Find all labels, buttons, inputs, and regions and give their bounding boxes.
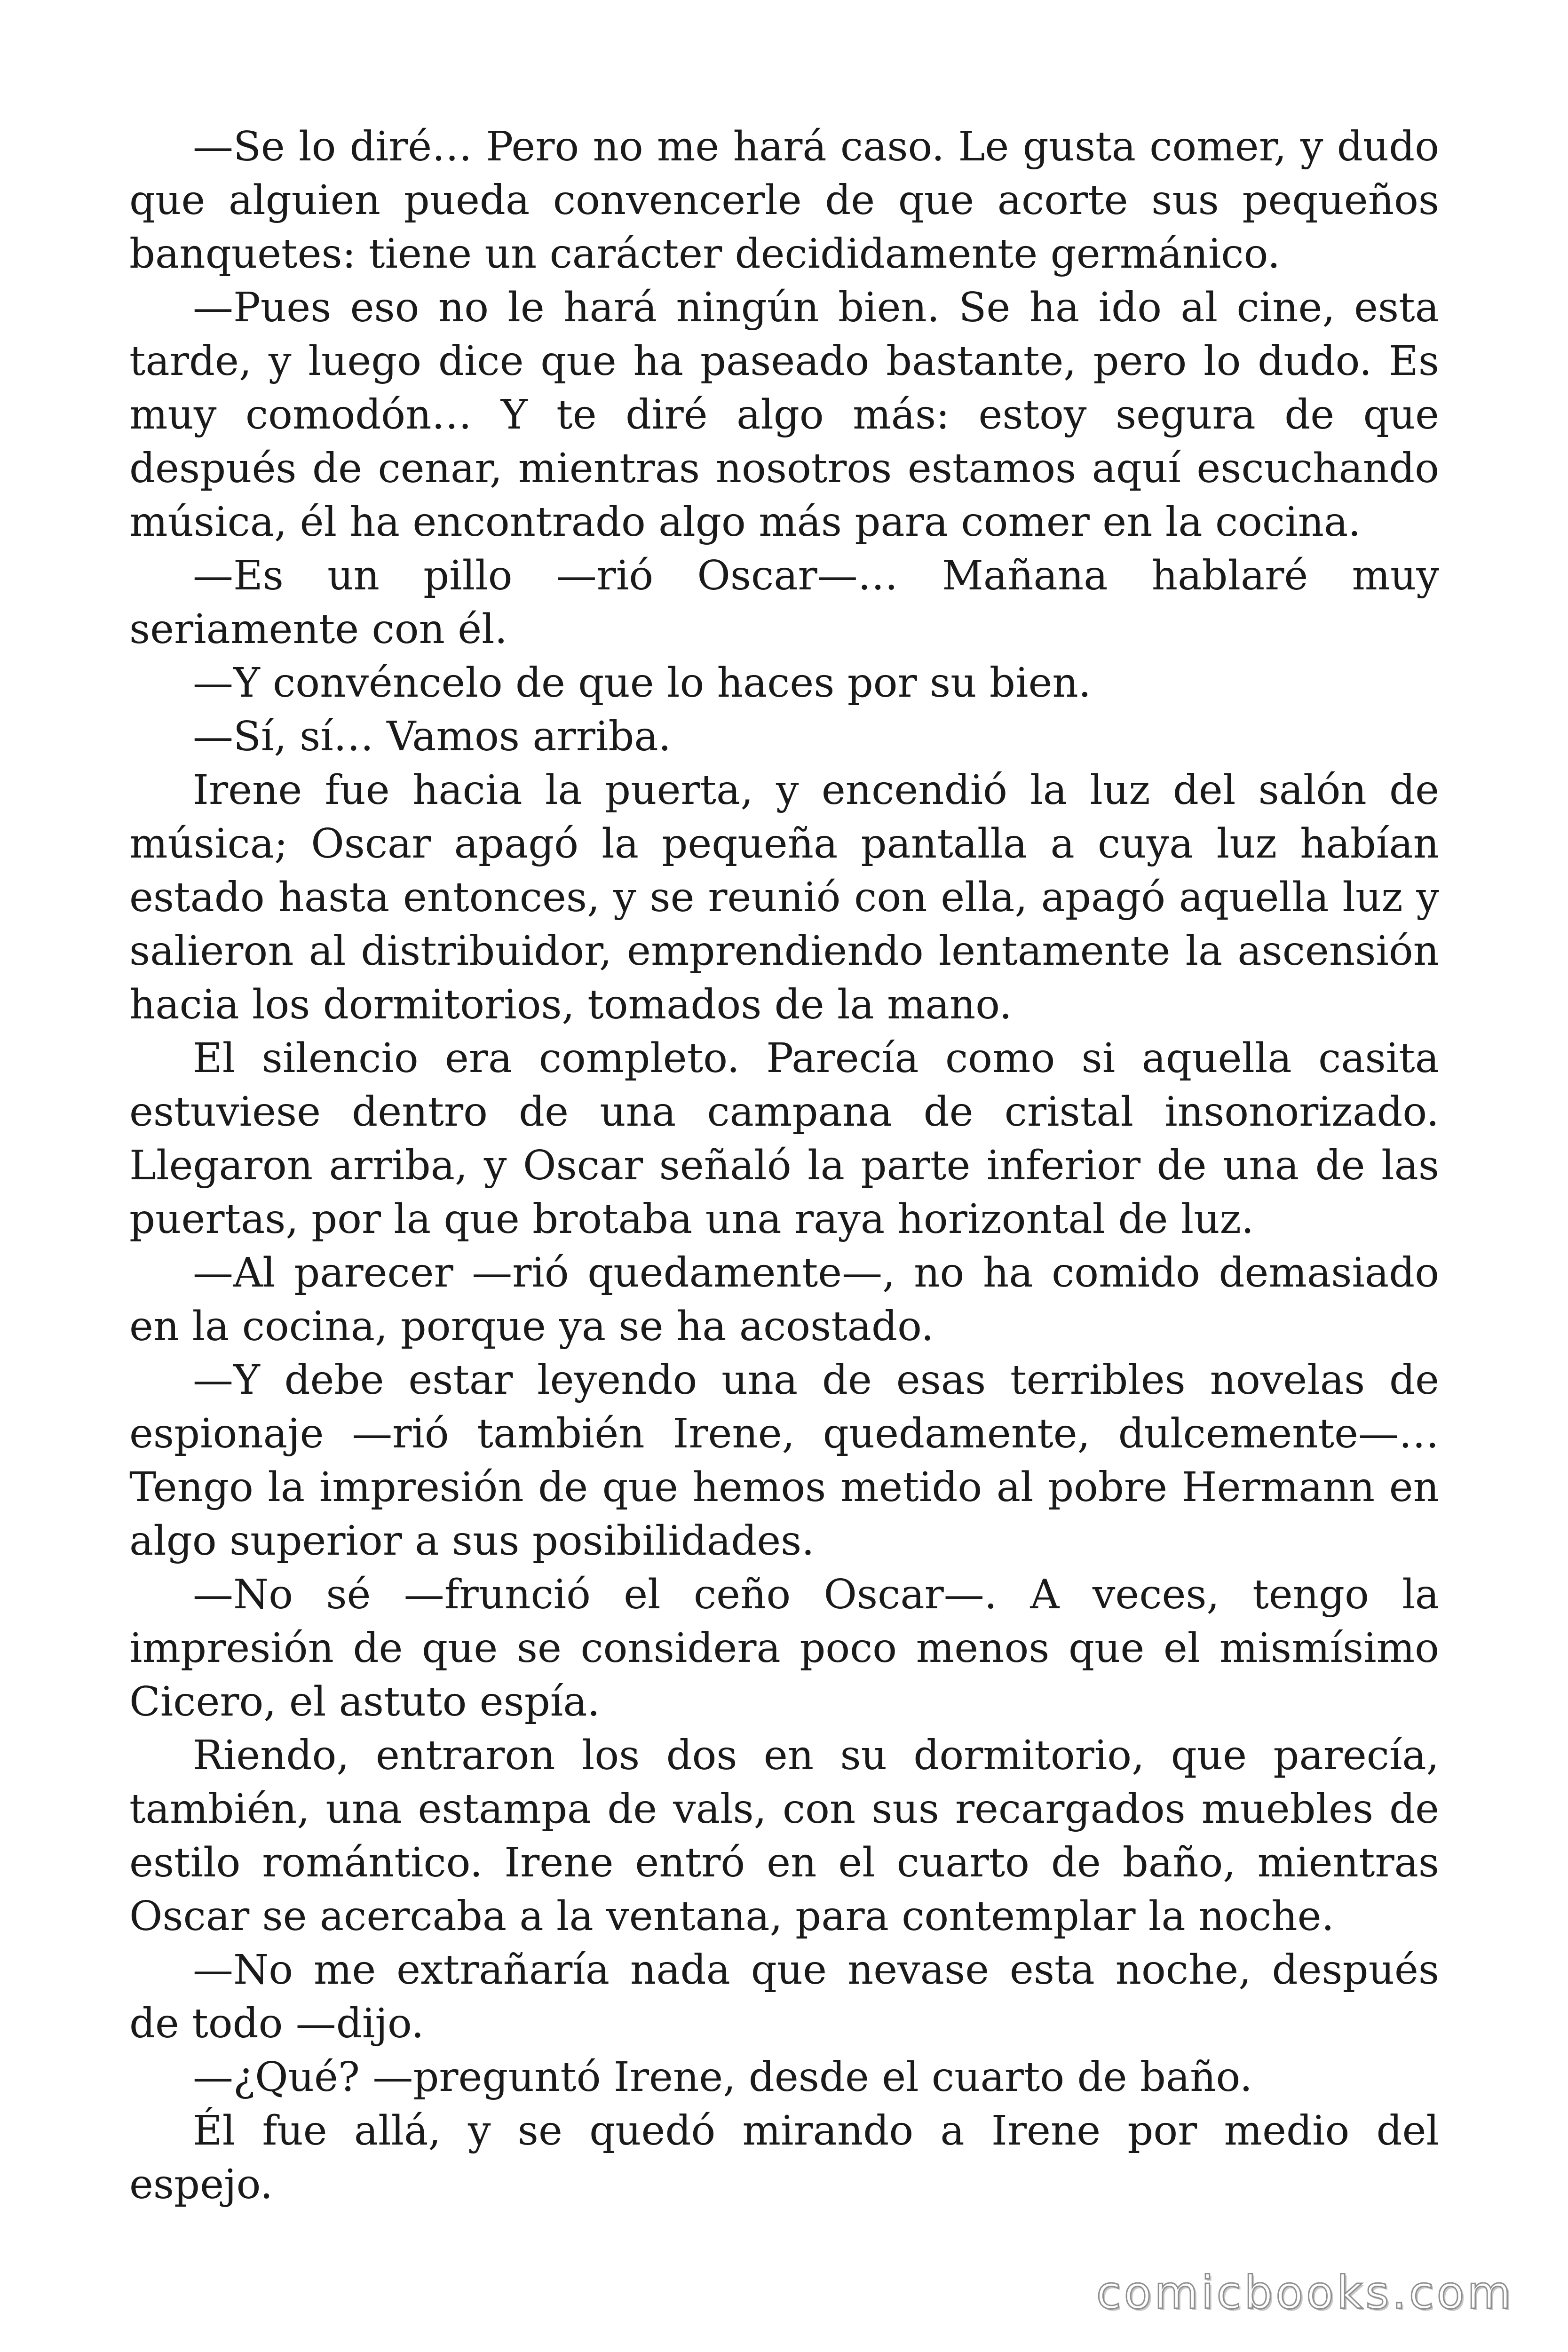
paragraph: —Y debe estar leyendo una de esas terribles novelas de espionaje —rió también Irene, quedamente, dulcemente—… Tengo la impresión de que hemos metido al pobre Hermann en algo superior a sus posibilidades. (129, 1357, 1439, 1565)
paragraph: —Se lo diré… Pero no me hará caso. Le gusta comer, y dudo que alguien pueda convencerle de que acorte sus pequeños banquetes: tiene un carácter decididamente germánico. (129, 123, 1439, 278)
paragraph: —Al parecer —rió quedamente—, no ha comido demasiado en la cocina, porque ya se ha acostado. (129, 1249, 1439, 1350)
page-body-text (129, 120, 1439, 2211)
paragraph: Él fue allá, y se quedó mirando a Irene por medio del espejo. (129, 2107, 1439, 2208)
paragraph: —Y convéncelo de que lo haces por su bien. (193, 660, 1092, 707)
paragraph: —Pues eso no le hará ningún bien. Se ha ido al cine, esta tarde, y luego dice que ha paseado bastante, pero lo dudo. Es muy comodón… Y te diré algo más: estoy segura de que después de cenar, mientras nosotros estamos aquí escuchando música, él ha encontrado algo más para comer en la cocina. (129, 284, 1439, 546)
paragraph: Irene fue hacia la puerta, y encendió la luz del salón de música; Oscar apagó la pequeña pantalla a cuya luz habían estado hasta entonces, y se reunió con ella, apagó aquella luz y salieron al distribuidor, emprendiendo lentamente la ascensión hacia los dormitorios, tomados de la mano. (129, 767, 1439, 1028)
paragraph: —¿Qué? —preguntó Irene, desde el cuarto de baño. (193, 2054, 1253, 2101)
paragraph: Riendo, entraron los dos en su dormitorio, que parecía, también, una estampa de vals, con sus recargados muebles de estilo romántico. Irene entró en el cuarto de baño, mientras Oscar se acercaba a la ventana, para contemplar la noche. (129, 1732, 1439, 1940)
watermark-text: comicbooks.com (1096, 2266, 1514, 2319)
paragraph: —Es un pillo —rió Oscar—… Mañana hablaré muy seriamente con él. (129, 552, 1439, 653)
paragraph: —No sé —frunció el ceño Oscar—. A veces, tengo la impresión de que se considera poco menos que el mismísimo Cicero, el astuto espía. (129, 1571, 1439, 1725)
paragraph: El silencio era completo. Parecía como si aquella casita estuviese dentro de una campana de cristal insonorizado. Llegaron arriba, y Oscar señaló la parte inferior de una de las puertas, por la que brotaba una raya horizontal de luz. (129, 1035, 1439, 1243)
paragraph: —No me extrañaría nada que nevase esta noche, después de todo —dijo. (129, 1947, 1439, 2047)
paragraph: —Sí, sí… Vamos arriba. (193, 713, 672, 760)
